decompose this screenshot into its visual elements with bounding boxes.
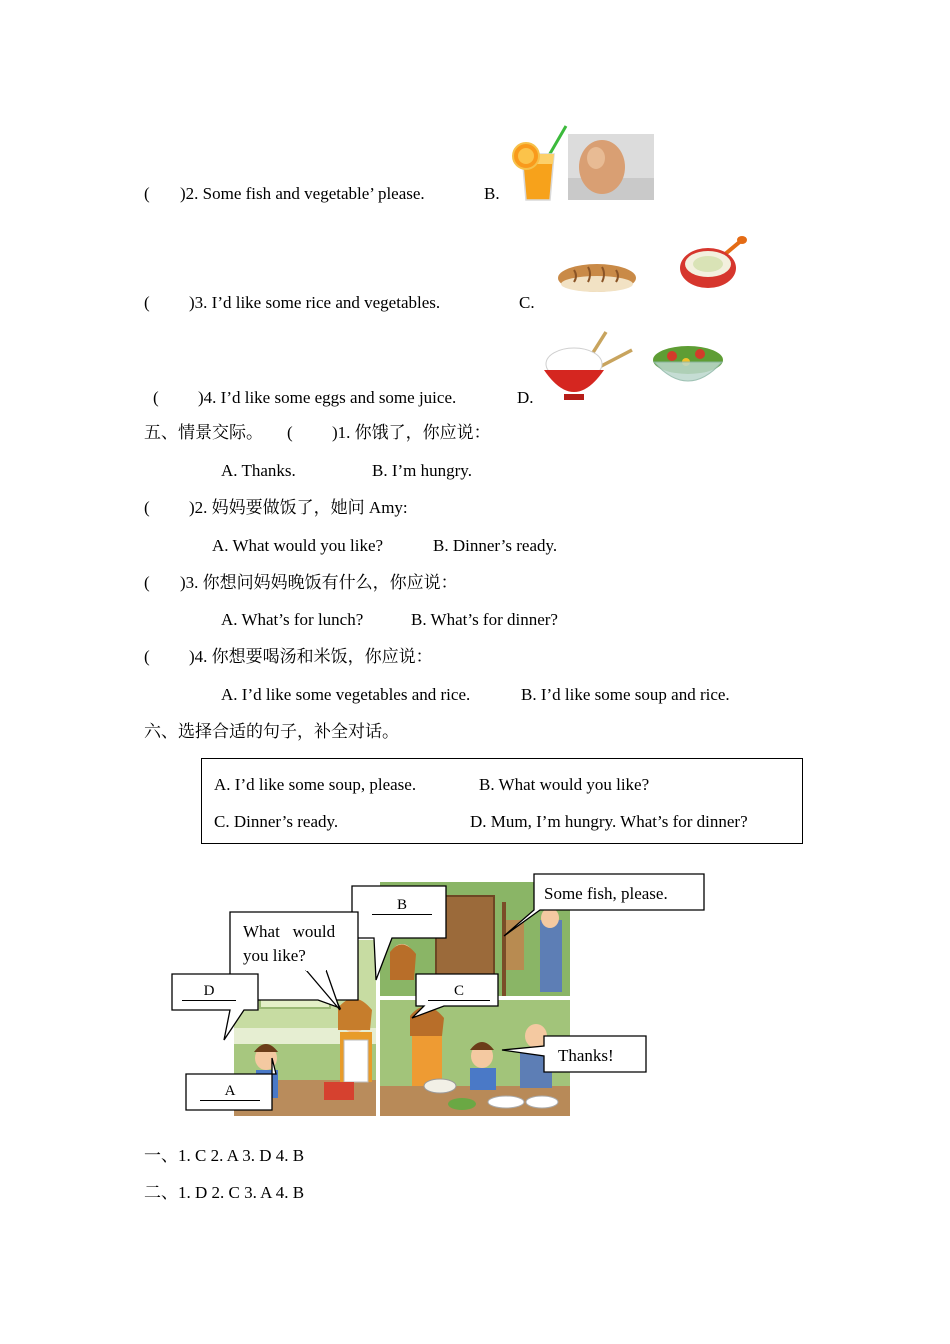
option-label-d: D. (517, 388, 534, 407)
paren-open: ( (144, 573, 150, 592)
egg-image (568, 134, 654, 200)
matching-item-3: )3. I’d like some rice and vegetables. (189, 293, 441, 312)
answer-option-a: A. I’d like some vegetables and rice. (221, 685, 471, 704)
paren-open: ( (144, 498, 150, 517)
answer-key-line-2: 二、1. D 2. C 3. A 4. B (144, 1183, 305, 1202)
answer-key-line-1: 一、1. C 2. A 3. D 4. B (144, 1146, 305, 1165)
sentence-options-box (201, 758, 803, 844)
bubble-some-fish: Some fish, please. (544, 884, 668, 903)
paren-open: ( (144, 293, 150, 312)
answer-option-a: A. Thanks. (221, 461, 296, 480)
sentence-option-d: D. Mum, I’m hungry. What’s for dinner? (470, 812, 748, 831)
paren-open: ( (287, 423, 293, 442)
paren-open: ( (144, 647, 150, 666)
answer-option-b: B. Dinner’s ready. (433, 536, 558, 555)
blank-c: C (428, 983, 490, 1001)
blank-a: A (200, 1083, 260, 1101)
answer-option-a: A. What’s for lunch? (221, 610, 364, 629)
question-3: )3. 你想问妈妈晚饭有什么，你应说： (180, 573, 458, 592)
matching-item-2: )2. Some fish and vegetable’ please. (180, 184, 425, 203)
sentence-option-a: A. I’d like some soup, please. (214, 775, 417, 794)
soup-bowl-image (678, 232, 748, 292)
sentence-option-b: B. What would you like? (479, 775, 650, 794)
salad-bowl-image (650, 338, 726, 388)
answer-option-b: B. I’d like some soup and rice. (521, 685, 730, 704)
answer-option-b: B. What’s for dinner? (411, 610, 558, 629)
matching-item-4: )4. I’d like some eggs and some juice. (198, 388, 457, 407)
paren-open: ( (153, 388, 159, 407)
paren-open: ( (144, 184, 150, 203)
bubble-what-would-line2: you like? (243, 946, 306, 965)
blank-b: B (372, 897, 432, 915)
bubble-tail (300, 970, 350, 1020)
question-2: )2. 妈妈要做饭了，她问 Amy: (189, 498, 408, 517)
option-label-b: B. (484, 184, 500, 203)
option-label-c: C. (519, 293, 535, 312)
blank-d: D (182, 983, 236, 1001)
question-1: )1. 你饿了，你应说： (332, 423, 491, 442)
answer-option-a: A. What would you like? (212, 536, 384, 555)
sentence-option-c: C. Dinner’s ready. (214, 812, 339, 831)
section6-heading: 六、选择合适的句子，补全对话。 (144, 722, 399, 741)
bubble-thanks: Thanks! (558, 1046, 614, 1065)
bread-image (556, 260, 638, 296)
question-4: )4. 你想要喝汤和米饭，你应说： (189, 647, 433, 666)
rice-bowl-chopsticks-image (540, 330, 636, 406)
section5-heading: 五、情景交际。 (144, 423, 263, 442)
bubble-what-would-line1: What would (243, 922, 336, 941)
orange-juice-image (508, 124, 568, 204)
answer-option-b: B. I’m hungry. (372, 461, 472, 480)
